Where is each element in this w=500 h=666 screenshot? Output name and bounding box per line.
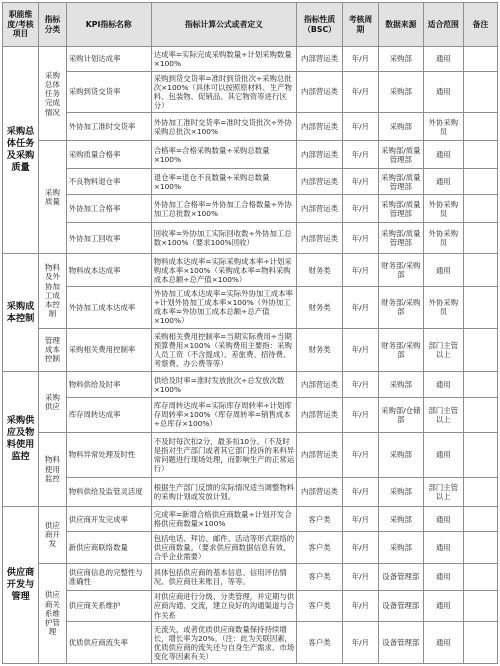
nature-cell: 内部营运类 (297, 169, 343, 195)
period-cell: 年/月 (342, 397, 378, 432)
nature-cell: 内部营运类 (297, 223, 343, 254)
kpi-name-cell: 物料供给及时率 (66, 372, 151, 398)
remark-cell (463, 590, 497, 621)
nature-cell: 内部营运类 (297, 71, 343, 113)
table-row (3, 195, 498, 223)
period-cell: 年/月 (342, 328, 378, 372)
scope-cell: 通用 (423, 590, 463, 621)
formula-cell: 物料成本达成率=实际采购成本率÷计划采购成本率×100%（采购成本率=物料采购成本总额÷总产值×100%） (151, 254, 297, 286)
kpi-name-cell: 采购相关费用控制率 (66, 328, 151, 372)
period-cell: 年/月 (342, 254, 378, 286)
table-row (3, 477, 498, 506)
nature-cell: 内部营运类 (297, 113, 343, 141)
nature-cell: 客户类 (297, 622, 343, 664)
table-row (3, 563, 498, 590)
formula-cell: 具体包括供应商的基本信息、信用评估情况、供应商往来账目，等等。 (151, 563, 297, 590)
remark-cell (463, 71, 497, 113)
header-period: 考核周期 (342, 3, 378, 47)
period-cell: 年/月 (342, 622, 378, 664)
remark-cell (463, 532, 497, 563)
kpi-name-cell: 采购计划达成率 (66, 47, 151, 72)
kpi-name-cell: 物料异常处理及时性 (66, 432, 151, 477)
remark-cell (463, 506, 497, 532)
formula-cell: 完成率=新增合格供应商数量÷计划开发合格供应商数量×100% (151, 506, 297, 532)
remark-cell (463, 622, 497, 664)
nature-cell: 财务类 (297, 254, 343, 286)
header-category: 指标分类 (39, 3, 67, 47)
scope-cell: 通用 (423, 71, 463, 113)
formula-cell: 达成率=实际完成采购数量÷计划采购数量×100% (151, 47, 297, 72)
scope-cell: 通用 (423, 372, 463, 398)
category-cell: 采购总体任务完成情况 (39, 47, 67, 141)
kpi-name-cell: 新供应商联络数量 (66, 532, 151, 563)
source-cell: 采购部/质量管理部 (378, 223, 423, 254)
period-cell: 年/月 (342, 432, 378, 477)
formula-cell: 库存周转达成率=实际库存周转率÷计划库存周转率×100%（库存周转率=销售成本÷总库存×100%） (151, 397, 297, 432)
table-row (3, 223, 498, 254)
category-cell: 供应商开发 (39, 506, 67, 563)
period-cell: 年/月 (342, 532, 378, 563)
nature-cell: 内部营运类 (297, 372, 343, 398)
formula-cell: 根据生产部门反馈的实际情况适当调整物料的采购计划或发放计划。 (151, 477, 297, 506)
formula-cell: 回收率=外协加工实际回收数÷外协加工总数×100%（要求100%回收） (151, 223, 297, 254)
scope-cell: 外协采购员 (423, 223, 463, 254)
kpi-name-cell: 供应商开发完成率 (66, 506, 151, 532)
formula-cell: 供给及时率=准时发放批次÷总发放次数×100% (151, 372, 297, 398)
kpi-table (2, 2, 498, 664)
source-cell: 采购部 (378, 506, 423, 532)
formula-cell: 外协加工成本达成率=实际外协加工成本率÷计划外协加工成本率×100%（外协加工成本率=外协加工成本总额÷总产值×100%） (151, 286, 297, 328)
remark-cell (463, 254, 497, 286)
source-cell: 财务部/采购部 (378, 328, 423, 372)
category-cell: 采购供应 (39, 372, 67, 433)
kpi-name-cell: 库存周转达成率 (66, 397, 151, 432)
category-cell: 管理成本控制 (39, 328, 67, 372)
source-cell: 设备管理部 (378, 622, 423, 664)
source-cell: 采购部 (378, 532, 423, 563)
remark-cell (463, 477, 497, 506)
scope-cell: 部门主管以上 (423, 397, 463, 432)
kpi-name-cell: 采购质量合格率 (66, 141, 151, 169)
source-cell: 采购部 (378, 432, 423, 477)
nature-cell: 内部营运类 (297, 141, 343, 169)
table-row (3, 141, 498, 169)
scope-cell: 通用 (423, 532, 463, 563)
nature-cell: 客户类 (297, 532, 343, 563)
source-cell: 设备管理部 (378, 590, 423, 621)
scope-cell: 外协采购员 (423, 286, 463, 328)
dimension-cell: 采购总体任务及采购质量 (3, 47, 39, 254)
period-cell: 年/月 (342, 141, 378, 169)
remark-cell (463, 286, 497, 328)
period-cell: 年/月 (342, 47, 378, 72)
table-row (3, 286, 498, 328)
period-cell: 年/月 (342, 506, 378, 532)
formula-cell: 合格率=合格采购数量÷采购总数量×100% (151, 141, 297, 169)
table-row (3, 169, 498, 195)
period-cell: 年/月 (342, 169, 378, 195)
formula-cell: 外协加工合格率=外协加工合格数量÷外协加工总批数×100% (151, 195, 297, 223)
scope-cell: 通用 (423, 47, 463, 72)
kpi-table-body (3, 47, 498, 664)
period-cell: 年/月 (342, 113, 378, 141)
source-cell: 采购部 (378, 477, 423, 506)
remark-cell (463, 113, 497, 141)
scope-cell: 部门主管以上 (423, 328, 463, 372)
scope-cell: 通用 (423, 141, 463, 169)
formula-cell: 外协加工准时交货率=准时交货批次÷外协采购总批次×100% (151, 113, 297, 141)
formula-cell: 采购到货交货率=准时到货批次÷采购总批次×100%（具体可以按照原材料、生产物料、包装物、促销品、其它物资等进行区分） (151, 71, 297, 113)
category-cell: 物料及外协加工成本控制 (39, 254, 67, 328)
kpi-name-cell: 物料成本达成率 (66, 254, 151, 286)
table-header-row (3, 3, 498, 47)
nature-cell: 内部营运类 (297, 397, 343, 432)
remark-cell (463, 432, 497, 477)
kpi-name-cell: 采购到货交货率 (66, 71, 151, 113)
nature-cell: 客户类 (297, 506, 343, 532)
source-cell: 采购部 (378, 372, 423, 398)
period-cell: 年/月 (342, 71, 378, 113)
table-row (3, 532, 498, 563)
remark-cell (463, 372, 497, 398)
nature-cell: 财务类 (297, 286, 343, 328)
scope-cell: 外协采购员 (423, 195, 463, 223)
source-cell: 财务部/采购部 (378, 254, 423, 286)
table-row (3, 47, 498, 72)
scope-cell: 通用 (423, 432, 463, 477)
remark-cell (463, 397, 497, 432)
kpi-name-cell: 物料供给及监管灵活度 (66, 477, 151, 506)
header-source: 数据来源 (378, 3, 423, 47)
period-cell: 年/月 (342, 223, 378, 254)
kpi-name-cell: 外协加工准时交货率 (66, 113, 151, 141)
header-nature: 指标性质（BSC） (297, 3, 343, 47)
period-cell: 年/月 (342, 590, 378, 621)
header-remarks: 备注 (463, 3, 497, 47)
scope-cell: 外协采购员 (423, 113, 463, 141)
remark-cell (463, 328, 497, 372)
source-cell: 采购部/质量管理部 (378, 169, 423, 195)
table-row (3, 590, 498, 621)
dimension-cell: 供应商开发与管理 (3, 506, 39, 663)
source-cell: 采购部 (378, 47, 423, 72)
table-row (3, 372, 498, 398)
nature-cell: 内部营运类 (297, 477, 343, 506)
kpi-name-cell: 外协加工合格率 (66, 195, 151, 223)
remark-cell (463, 195, 497, 223)
formula-cell: 采购相关费用控制率=当期实际费用÷当期预算费用×100%（采购费用主要指：采购人员工资（不含提成）、差旅费、招待费、考察费、办公费等等） (151, 328, 297, 372)
table-row (3, 328, 498, 372)
header-scope: 适合范围 (423, 3, 463, 47)
scope-cell: 通用 (423, 622, 463, 664)
nature-cell: 财务类 (297, 328, 343, 372)
kpi-name-cell: 优质供应商流失率 (66, 622, 151, 664)
kpi-name-cell: 供应商信息的完整性与准确性 (66, 563, 151, 590)
scope-cell: 通用 (423, 254, 463, 286)
period-cell: 年/月 (342, 563, 378, 590)
remark-cell (463, 141, 497, 169)
scope-cell: 通用 (423, 169, 463, 195)
formula-cell: 退仓率=退仓不良数量÷采购总数量×100% (151, 169, 297, 195)
source-cell: 财务部/采购部 (378, 286, 423, 328)
table-row (3, 506, 498, 532)
nature-cell: 内部营运类 (297, 195, 343, 223)
period-cell: 年/月 (342, 286, 378, 328)
table-row (3, 622, 498, 664)
kpi-name-cell: 供应商关系维护 (66, 590, 151, 621)
scope-cell: 通用 (423, 563, 463, 590)
source-cell: 采购部/仓储部 (378, 397, 423, 432)
dimension-cell: 采购供应及物料使用监控 (3, 372, 39, 506)
remark-cell (463, 47, 497, 72)
source-cell: 采购部 (378, 113, 423, 141)
formula-cell: 对供应商进行分级、分类管理，并定期与供应商沟通、交流，建立良好的沟通渠道与合作关系 (151, 590, 297, 621)
remark-cell (463, 223, 497, 254)
period-cell: 年/月 (342, 372, 378, 398)
table-row (3, 397, 498, 432)
nature-cell: 客户类 (297, 563, 343, 590)
kpi-name-cell: 不良物料退仓率 (66, 169, 151, 195)
source-cell: 设备管理部 (378, 563, 423, 590)
formula-cell: 包括电话、拜访、邮件、活动等形式联络的供应商数量。（要求供应商数据信息有效，合乎企业需要） (151, 532, 297, 563)
kpi-name-cell: 外协加工成本达成率 (66, 286, 151, 328)
remark-cell (463, 169, 497, 195)
table-row (3, 254, 498, 286)
source-cell: 采购部/质量管理部 (378, 141, 423, 169)
source-cell: 采购部/质量管理部 (378, 195, 423, 223)
table-row (3, 432, 498, 477)
table-row (3, 71, 498, 113)
formula-cell: 不及时每次扣2分，最多扣10分。（不及时是指对生产部门或者其它部门投诉的来料异常问题进行现场处理，而影响生产的正常运行） (151, 432, 297, 477)
period-cell: 年/月 (342, 477, 378, 506)
remark-cell (463, 563, 497, 590)
header-formula: 指标计算公式或者定义 (151, 3, 297, 47)
header-dimension: 职能维度/考核项目 (3, 3, 39, 47)
source-cell: 采购部 (378, 71, 423, 113)
scope-cell: 通用 (423, 506, 463, 532)
nature-cell: 内部营运类 (297, 47, 343, 72)
nature-cell: 内部营运类 (297, 432, 343, 477)
category-cell: 采购质量 (39, 141, 67, 254)
formula-cell: 无流失，或者优质供应商数量保持持续增长，增长率为20%。（注：此为关联因素，优质供应商的流失还与自身生产需求、市场变化等因素有关） (151, 622, 297, 664)
scope-cell: 部门主管以上 (423, 477, 463, 506)
header-kpi-name: KPI指标名称 (66, 3, 151, 47)
category-cell: 物料使用监控 (39, 432, 67, 506)
category-cell: 供应商关系维护管理 (39, 563, 67, 663)
dimension-cell: 采购成本控制 (3, 254, 39, 372)
period-cell: 年/月 (342, 195, 378, 223)
nature-cell: 客户类 (297, 590, 343, 621)
table-row (3, 113, 498, 141)
kpi-name-cell: 外协加工回收率 (66, 223, 151, 254)
